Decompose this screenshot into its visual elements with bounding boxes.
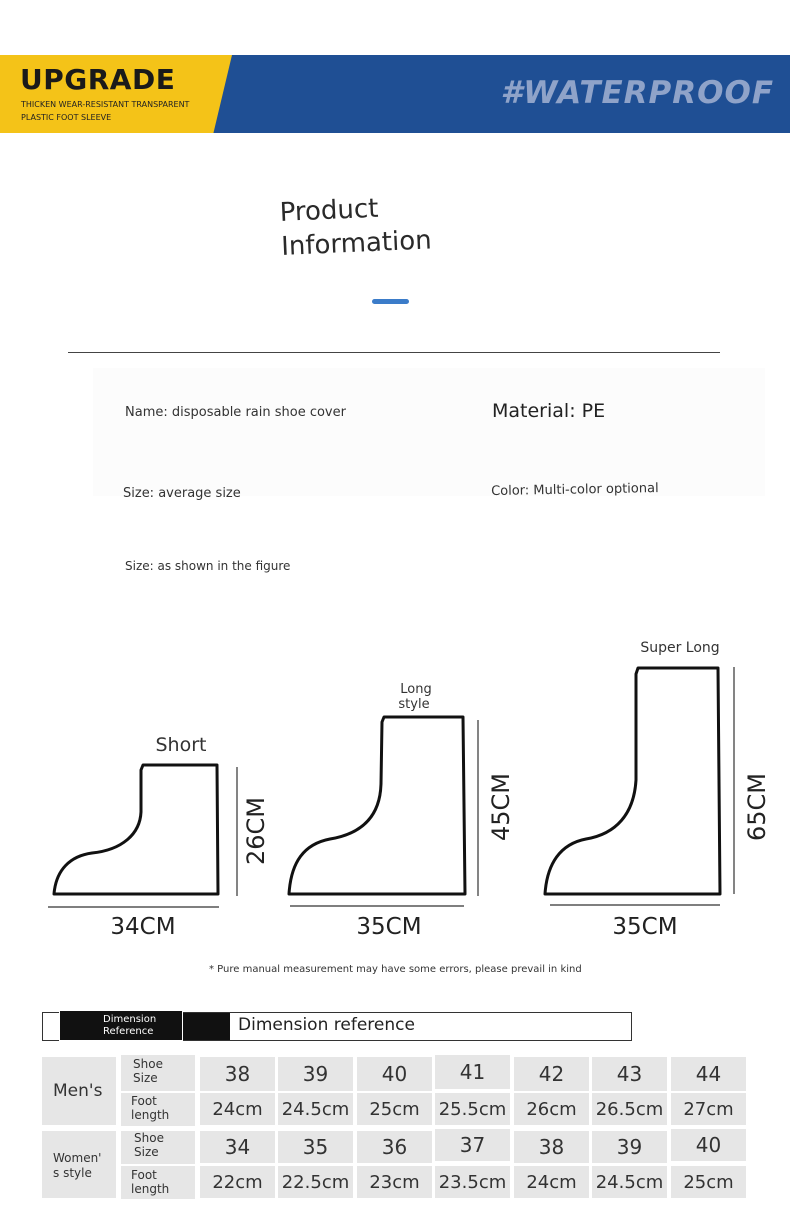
women-length-cell: 24.5cm — [592, 1166, 667, 1198]
women-label-line2: s style — [53, 1166, 92, 1180]
super-long-cover-outline — [545, 668, 720, 894]
long-label-line1: Long — [400, 682, 432, 697]
women-shoe-size-label-line2: Size — [134, 1145, 159, 1159]
women-length-cell: 22.5cm — [278, 1166, 353, 1198]
product-info-title-line1: Product — [279, 193, 380, 228]
banner-title: UPGRADE — [20, 63, 176, 96]
men-shoe-size-label-line1: Shoe — [133, 1057, 163, 1071]
women-size-cell: 39 — [592, 1131, 667, 1163]
women-length-cell: 23.5cm — [435, 1166, 510, 1198]
women-length-cell: 24cm — [514, 1166, 589, 1198]
men-size-cell: 38 — [200, 1057, 275, 1091]
women-size-cell: 36 — [357, 1131, 432, 1163]
men-length-cell: 24cm — [200, 1093, 275, 1125]
product-color: Color: Multi-color optional — [491, 481, 659, 499]
measurement-note: * Pure manual measurement may have some errors, please prevail in kind — [209, 964, 582, 975]
short-cover-outline — [54, 765, 218, 894]
men-size-cell: 40 — [357, 1057, 432, 1091]
product-info-title — [279, 189, 432, 264]
men-length-cell: 25.5cm — [435, 1093, 510, 1125]
men-foot-length-label-line2: length — [131, 1108, 170, 1122]
men-length-cell: 25cm — [357, 1093, 432, 1125]
men-size-cell: 42 — [514, 1057, 589, 1091]
product-size-figure: Size: as shown in the figure — [125, 559, 291, 573]
women-foot-length-label — [131, 1168, 169, 1196]
short-label: Short — [155, 734, 207, 756]
men-foot-length-label — [131, 1094, 169, 1122]
long-label-line2: style — [398, 697, 430, 712]
women-size-cell: 34 — [200, 1131, 275, 1163]
product-size-average: Size: average size — [123, 486, 241, 501]
men-shoe-size-label — [133, 1057, 163, 1085]
long-cover-outline — [289, 717, 465, 894]
banner — [0, 55, 790, 133]
men-size-cell: 43 — [592, 1057, 667, 1091]
women-shoe-size-label — [134, 1131, 164, 1159]
women-size-cell: 38 — [514, 1131, 589, 1163]
product-material: Material: PE — [492, 400, 606, 422]
men-foot-length-label-line1: Foot — [131, 1094, 157, 1108]
women-foot-length-label-line2: length — [131, 1182, 170, 1196]
super-long-width-label: 35CM — [612, 914, 678, 940]
shoe-cover-diagram — [0, 630, 790, 950]
men-size-cell: 44 — [671, 1057, 746, 1091]
banner-tag: #WATERPROOF — [500, 75, 774, 111]
dimension-tag-line1: Dimension — [103, 1014, 157, 1025]
product-name: Name: disposable rain shoe cover — [125, 405, 346, 420]
short-height-label: 26CM — [242, 796, 270, 866]
women-foot-length-label-line1: Foot — [131, 1168, 157, 1182]
super-long-height-label: 65CM — [743, 772, 771, 842]
men-shoe-size-label-line2: Size — [133, 1071, 158, 1085]
long-height-label: 45CM — [487, 772, 515, 842]
title-accent-bar — [372, 299, 409, 304]
men-size-cell: 39 — [278, 1057, 353, 1091]
women-size-cell: 37 — [435, 1129, 510, 1161]
banner-subtitle-line1: THICKEN WEAR-RESISTANT TRANSPARENT — [21, 100, 190, 109]
women-length-cell: 25cm — [671, 1166, 746, 1198]
women-size-cell: 40 — [671, 1129, 746, 1161]
women-length-cell: 23cm — [357, 1166, 432, 1198]
men-label: Men's — [53, 1081, 103, 1101]
women-size-cell: 35 — [278, 1131, 353, 1163]
men-length-cell: 26cm — [514, 1093, 589, 1125]
women-label — [53, 1151, 101, 1181]
product-info-title-line2: Information — [280, 225, 433, 262]
men-length-cell: 24.5cm — [278, 1093, 353, 1125]
women-length-cell: 22cm — [200, 1166, 275, 1198]
long-width-label: 35CM — [356, 914, 422, 940]
banner-subtitle-line2: PLASTIC FOOT SLEEVE — [21, 113, 112, 122]
super-long-label: Super Long — [640, 640, 720, 656]
men-length-cell: 26.5cm — [592, 1093, 667, 1125]
men-length-cell: 27cm — [671, 1093, 746, 1125]
info-panel — [93, 368, 765, 496]
dimension-tag-line2: Reference — [103, 1026, 154, 1037]
women-shoe-size-label-line1: Shoe — [134, 1131, 164, 1145]
section-divider — [68, 352, 720, 353]
women-label-line1: Women' — [53, 1151, 102, 1165]
dimension-title: Dimension reference — [238, 1015, 415, 1035]
short-width-label: 34CM — [110, 914, 176, 940]
men-size-cell: 41 — [435, 1055, 510, 1089]
